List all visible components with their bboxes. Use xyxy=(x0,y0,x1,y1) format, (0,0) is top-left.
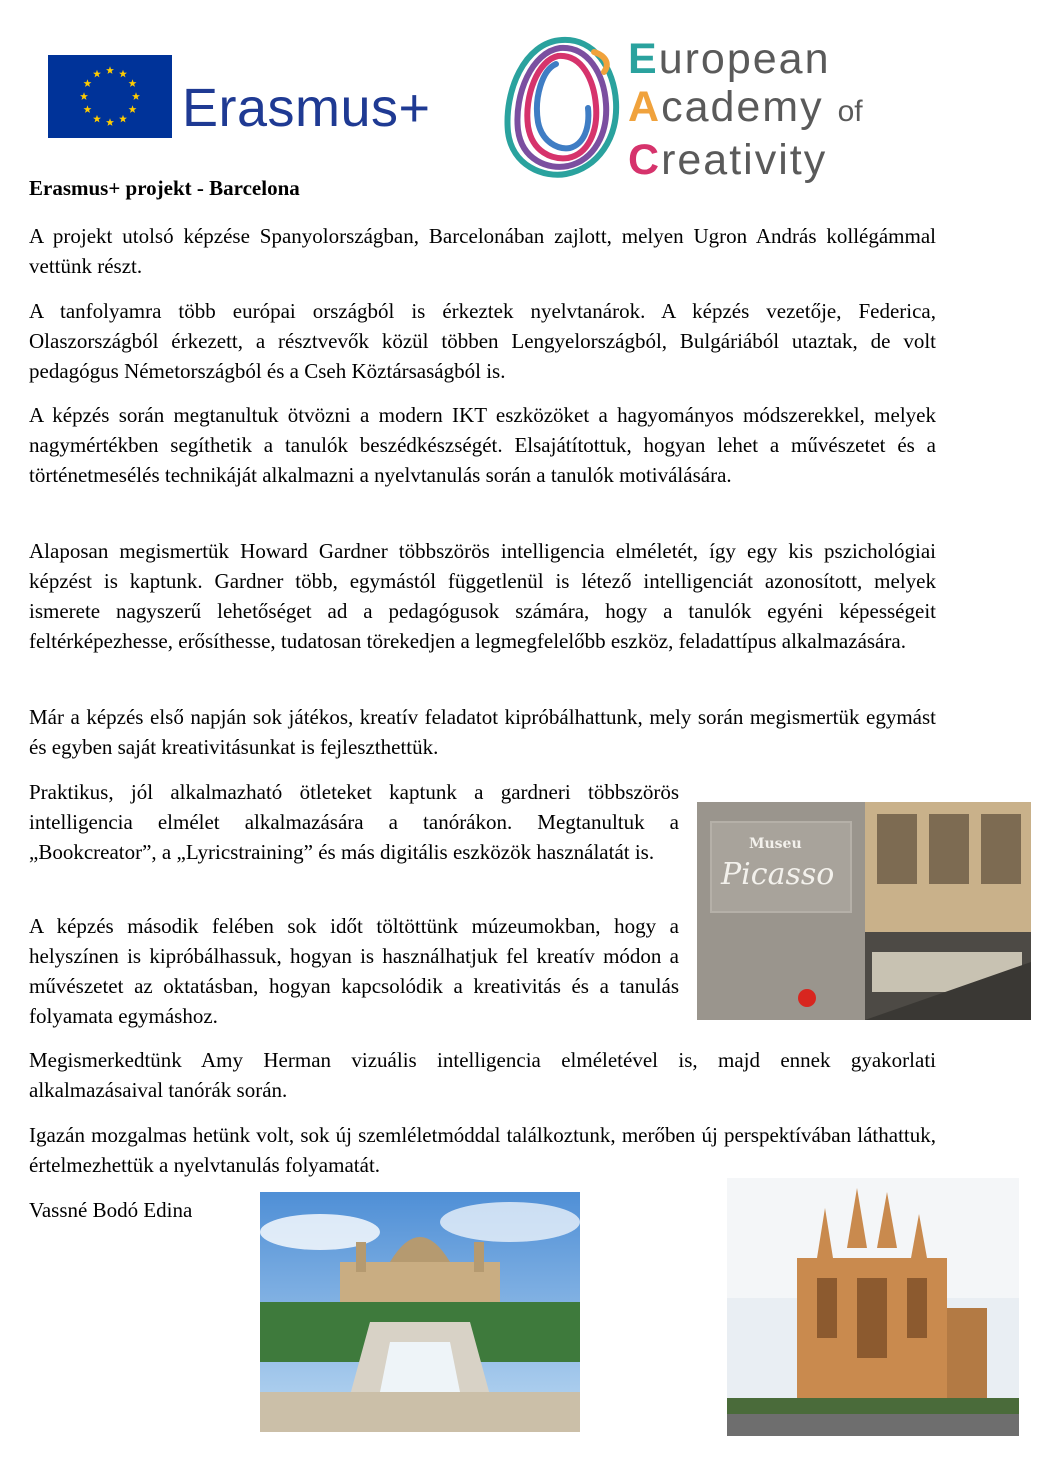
eac-logo-mark xyxy=(498,32,626,182)
paragraph-5: Már a képzés első napján sok játékos, kreatív feladatot kipróbálhattunk, mely során megismertük egymást és egyben saját kreativitásunkat is fejleszthettük. xyxy=(29,705,936,759)
paragraph-9: Igazán mozgalmas hetünk volt, sok új szemléletmóddal találkoztunk, merőben új perspektívában láthattuk, értelmezhettük a nyelvtanulás folyamatát. xyxy=(29,1123,936,1177)
paragraph-2: A tanfolyamra több európai országból is érkeztek nyelvtanárok. A képzés vezetője, Federica, Olaszországból érkezett, a résztvevők közül többen Lengyelországból, Bulgáriából utaztak, de volt pedagógus Németországból és a Cseh Köztársaságból is. xyxy=(29,299,936,383)
paragraph-4: Alaposan megismertük Howard Gardner többszörös intelligencia elméletét, így egy kis pszichológiai képzést is kaptunk. Gardner több, egymástól függetlenül is létező intelligenciát azonosított, melyek ismerete nagyszerű lehetőséget ad a pedagógusok számára, hogy a tanulók egyéni képességeit feltérképezhesse, erősíthesse, tudatosan törekedjen a legmegfelelőbb eszköz, feladattípus alkalmazására. xyxy=(29,539,936,653)
author-signature: Vassné Bodó Edina xyxy=(29,1198,193,1222)
palau-nacional-photo xyxy=(260,1192,580,1432)
picasso-sign-top: Museu xyxy=(749,836,802,852)
sagrada-familia-photo xyxy=(727,1178,1019,1436)
eac-line-creativity: Creativity xyxy=(628,136,828,184)
article-title: Erasmus+ projekt - Barcelona xyxy=(29,176,300,200)
museu-picasso-photo xyxy=(697,802,1031,1020)
picasso-sign-name: Picasso xyxy=(721,857,835,892)
paragraph-3: A képzés során megtanultuk ötvözni a modern IKT eszközöket a hagyományos módszerekkel, melyek nagymértékben segíthetik a tanulók beszédkészségét. Elsajátítottuk, hogyan lehet a művészetet és a történetmesélés technikáját alkalmazni a nyelvtanulás során a tanulók motiválására. xyxy=(29,403,936,487)
eac-logo-text xyxy=(628,35,863,184)
eac-line-academy: Academy of xyxy=(628,83,863,131)
paragraph-8: Megismerkedtünk Amy Herman vizuális intelligencia elméletével is, majd ennek gyakorlati alkalmazásaival tanórák során. xyxy=(29,1048,936,1102)
eu-flag-logo xyxy=(48,55,172,138)
paragraph-7: A képzés második felében sok időt töltöttünk múzeumokban, hogy a helyszínen is kipróbálhassuk, hogyan is használhatjuk fel kreatív módon a művészetet az oktatásban, hogyan kapcsolódik a kreativitás és a tanulás folyamata egymáshoz. xyxy=(29,914,679,1028)
erasmus-plus-logo-text: Erasmus+ xyxy=(182,78,431,138)
eac-line-european: European xyxy=(628,35,831,83)
paragraph-6: Praktikus, jól alkalmazható ötleteket kaptunk a gardneri többszörös intelligencia elmélet alkalmazására a tanórákon. Megtanultuk a „Bookcreator”, a „Lyricstraining” és más digitális eszközök használatát is. xyxy=(29,780,679,864)
paragraph-1: A projekt utolsó képzése Spanyolországban, Barcelonában zajlott, melyen Ugron András kollégámmal vettünk részt. xyxy=(29,224,936,278)
